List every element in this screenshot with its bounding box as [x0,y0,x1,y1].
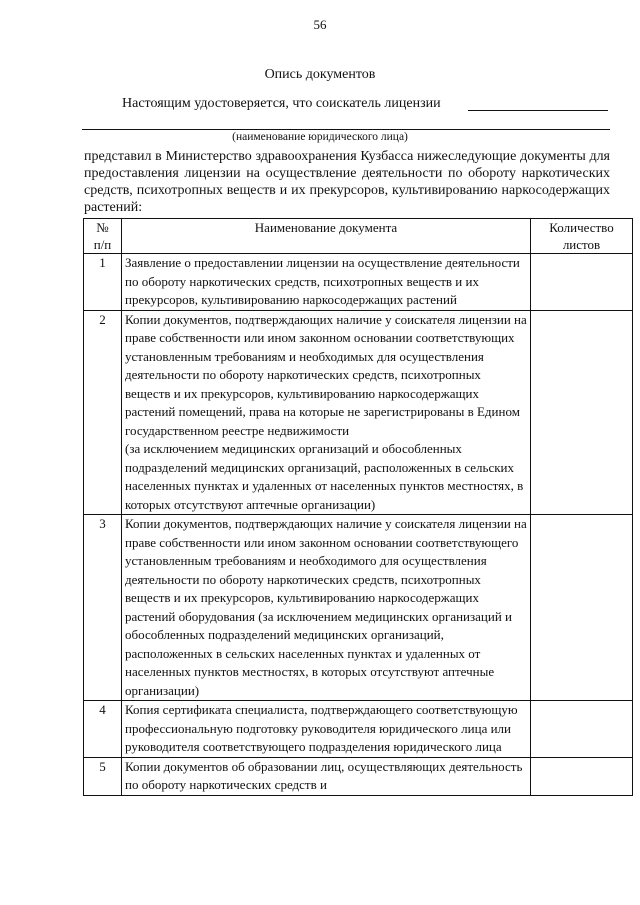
row-document-name: Заявление о предоставлении лицензии на осуществление деятельности по обороту наркотических средств, психотропных веществ и их прекурсоров, культивированию наркосодержащих растений [122,254,531,311]
row-sheet-count [531,701,633,758]
header-number-line2: п/п [93,237,112,252]
row-document-name: Копии документов об образовании лиц, осуществляющих деятельность по обороту наркотических средств и [122,757,531,795]
row-document-name: Копии документов, подтверждающих наличие у соискателя лицензии на праве собственности или ином законном основании соответствующих установленным требованиям и необходимых для осуществления деятельности по обороту наркотических средств, психотропных веществ и их прекурсоров, культивированию наркосодержащих растений помещений, права на которые не зарегистрированы в Едином государственном реестре недвижимости (за исключением медицинских организаций и обособленных подразделений медицинских организаций, расположенных в сельских населенных пунктах и удаленных от населенных пунктов местностях, в которых отсутствуют аптечные организации) [122,310,531,515]
row-sheet-count [531,310,633,515]
row-sheet-count [531,254,633,311]
certify-text: Настоящим удостоверяется, что соискатель лицензии [122,96,441,111]
page-number: 56 [313,17,327,32]
table-header-row [84,219,633,254]
header-count-line1: Количество [549,220,614,235]
header-number-line1: № [96,220,109,235]
legal-entity-caption: (наименование юридического лица) [232,131,408,143]
row-sheet-count [531,515,633,701]
applicant-name-line [82,129,610,130]
intro-paragraph: представил в Министерство здравоохранения Кузбасса нижеследующие документы для предоставления лицензии на осуществление деятельности по обороту наркотических средств, психотропных веществ и их прекурсоров, культивированию наркосодержащих растений: [84,149,610,215]
header-document-name: Наименование документа [122,219,531,254]
header-number [84,219,122,254]
table-row [84,701,633,758]
header-count-line2: листов [562,237,601,252]
applicant-name-blank [468,110,608,111]
row-sheet-count [531,757,633,795]
documents-table [83,218,633,796]
row-document-name: Копии документов, подтверждающих наличие у соискателя лицензии на праве собственности или ином законном основании соответствующего установленным требованиям и необходимого для осуществления деятельности по обороту наркотических средств, психотропных веществ и их прекурсоров, культивированию наркосодержащих растений оборудования (за исключением медицинских организаций и обособленных подразделений медицинских организаций, расположенных в сельских населенных пунктах и удаленных от населенных пунктов местностях, в которых отсутствуют аптечные организации) [122,515,531,701]
table-row [84,254,633,311]
row-number: 3 [84,515,122,701]
row-number: 4 [84,701,122,758]
document-title: Опись документов [264,67,376,82]
row-document-name: Копия сертификата специалиста, подтверждающего соответствующую профессиональную подготовку руководителя юридического лица или руководителя соответствующего подразделения юридического лица [122,701,531,758]
table-row [84,515,633,701]
row-number: 5 [84,757,122,795]
header-sheet-count [531,219,633,254]
row-number: 2 [84,310,122,515]
row-number: 1 [84,254,122,311]
table-row [84,757,633,795]
table-row [84,310,633,515]
